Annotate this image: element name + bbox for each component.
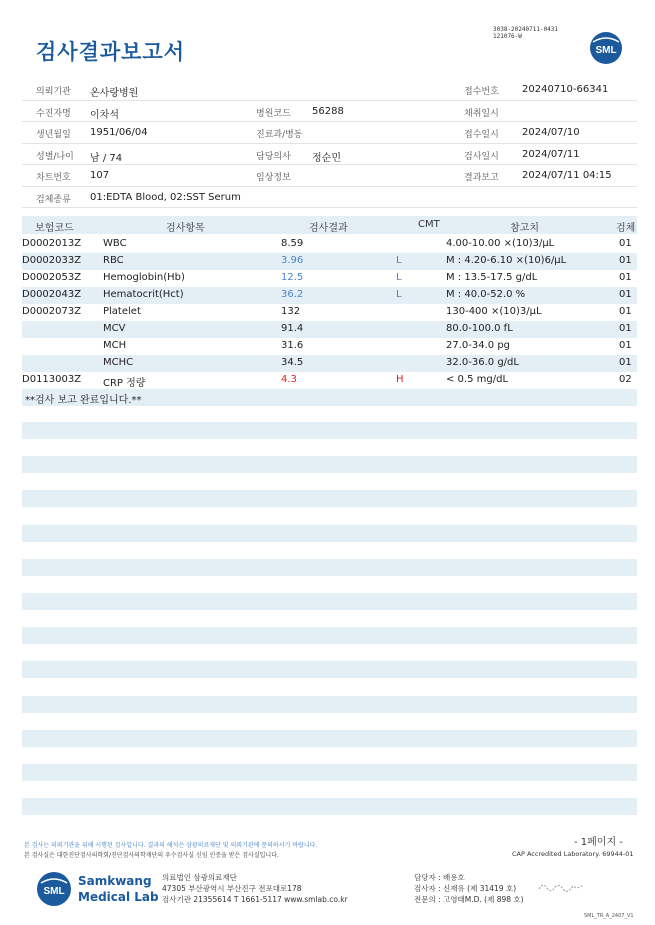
info-label: 성별/나이 bbox=[36, 151, 74, 162]
cell-reference: 27.0-34.0 pg bbox=[446, 340, 511, 351]
cell-result: 132 bbox=[281, 306, 301, 317]
table-row bbox=[22, 253, 637, 270]
form-code: SML_TR_A_2407_V1 bbox=[584, 913, 634, 919]
info-row bbox=[22, 144, 637, 166]
cell-specimen: 01 bbox=[619, 289, 632, 300]
cap-accreditation: CAP Accredited Laboratory. 69944-01 bbox=[512, 850, 634, 858]
cell-reference: M : 4.20-6.10 ×(10)6/μL bbox=[446, 255, 567, 266]
brand-subtitle: Medical Lab bbox=[78, 890, 159, 904]
info-value: 2024/07/10 bbox=[522, 127, 580, 138]
info-value: 1951/06/04 bbox=[90, 127, 148, 138]
cell-specimen: 01 bbox=[619, 272, 632, 283]
results-table-header bbox=[22, 216, 637, 234]
cell-result: 34.5 bbox=[281, 357, 304, 368]
accreditation-note: 본 검사실은 대한진단검사의학회/진단검사의학재단의 우수검사실 신임 인증을 받은 검사실입니다. bbox=[24, 852, 279, 859]
cell-item: Hematocrit(Hct) bbox=[103, 289, 184, 300]
cell-result: 8.59 bbox=[281, 238, 304, 249]
empty-row-band bbox=[22, 490, 637, 507]
cell-specimen: 01 bbox=[619, 357, 632, 368]
cell-item: RBC bbox=[103, 255, 124, 266]
info-value: 정순민 bbox=[312, 152, 341, 164]
cell-result: 3.96 bbox=[281, 255, 304, 266]
cell-reference: M : 13.5-17.5 g/dL bbox=[446, 272, 538, 283]
cell-code: D0002033Z bbox=[22, 255, 82, 266]
header-reference: 참고치 bbox=[510, 223, 539, 234]
table-row bbox=[22, 270, 637, 287]
empty-row-band bbox=[22, 661, 637, 678]
empty-row-band bbox=[22, 525, 637, 542]
sml-logo-icon bbox=[36, 871, 72, 907]
cell-specimen: 01 bbox=[619, 306, 632, 317]
cell-item: Hemoglobin(Hb) bbox=[103, 272, 185, 283]
svg-text:SML: SML bbox=[595, 45, 617, 56]
table-row bbox=[22, 338, 637, 355]
cell-item: MCV bbox=[103, 323, 126, 334]
completion-note-row bbox=[22, 389, 637, 406]
info-label: 병원코드 bbox=[256, 108, 291, 119]
lab-address: 의료법인 삼광의료재단 47305 부산광역시 부산진구 전포대로178 검사기관 21355614 T 1661-5117 www.smlab.co.kr bbox=[162, 873, 348, 904]
page-number: - 1페이지 - bbox=[574, 837, 623, 848]
table-row bbox=[22, 321, 637, 338]
info-value: 56288 bbox=[312, 105, 344, 117]
cell-item: WBC bbox=[103, 238, 127, 249]
info-row bbox=[22, 122, 637, 144]
cell-code: D0002043Z bbox=[22, 289, 82, 300]
svg-text:SML: SML bbox=[43, 886, 65, 897]
cell-flag: L bbox=[396, 272, 402, 283]
cell-reference: 4.00-10.00 ×(10)3/μL bbox=[446, 238, 555, 249]
cell-result: 91.4 bbox=[281, 323, 304, 334]
info-label: 접수번호 bbox=[464, 87, 499, 97]
cell-specimen: 02 bbox=[619, 374, 632, 385]
empty-row-band bbox=[22, 593, 637, 610]
table-row bbox=[22, 372, 637, 389]
patient-info bbox=[22, 79, 637, 208]
cell-result: 31.6 bbox=[281, 340, 304, 351]
cell-result: 36.2 bbox=[281, 289, 304, 300]
table-row bbox=[22, 304, 637, 321]
info-value: 이차석 bbox=[90, 109, 119, 121]
info-value: 01:EDTA Blood, 02:SST Serum bbox=[90, 191, 241, 203]
cell-item: Platelet bbox=[103, 306, 141, 317]
info-row bbox=[22, 79, 637, 101]
brand-name: Samkwang bbox=[78, 874, 152, 888]
table-row bbox=[22, 355, 637, 372]
signature-mark bbox=[537, 880, 587, 894]
cell-item: MCHC bbox=[103, 357, 134, 368]
cell-specimen: 01 bbox=[619, 238, 632, 249]
empty-row-band bbox=[22, 730, 637, 747]
info-value: 남 / 74 bbox=[90, 152, 123, 164]
table-row bbox=[22, 287, 637, 304]
cell-flag: L bbox=[396, 289, 402, 300]
header-code: 보험코드 bbox=[35, 223, 74, 234]
cell-reference: 130-400 ×(10)3/μL bbox=[446, 306, 542, 317]
cell-specimen: 01 bbox=[619, 340, 632, 351]
empty-row-band bbox=[22, 696, 637, 713]
page-title: 검사결과보고서 bbox=[36, 40, 186, 64]
cell-code: D0113003Z bbox=[22, 374, 82, 385]
info-row bbox=[22, 165, 637, 187]
document-id: 3038-20240711-0431 121076-W bbox=[493, 26, 559, 40]
cell-reference: 32.0-36.0 g/dL bbox=[446, 357, 519, 368]
info-label: 진료과/병동 bbox=[256, 130, 303, 140]
info-label: 검체종류 bbox=[36, 194, 71, 205]
cell-result: 12.5 bbox=[281, 272, 304, 283]
cell-reference: < 0.5 mg/dL bbox=[446, 374, 509, 385]
empty-row-band bbox=[22, 627, 637, 644]
info-label: 접수일시 bbox=[464, 130, 499, 140]
info-label: 채취일시 bbox=[464, 108, 499, 119]
cell-item: CRP 정량 bbox=[103, 378, 146, 389]
header-specimen: 검체 bbox=[616, 223, 636, 234]
info-label: 수진자명 bbox=[36, 108, 71, 119]
sml-logo-icon bbox=[589, 31, 623, 65]
info-value: 107 bbox=[90, 170, 110, 181]
cell-code: D0002073Z bbox=[22, 306, 82, 317]
completion-note: **검사 보고 완료입니다.** bbox=[25, 395, 142, 406]
info-label: 차트번호 bbox=[36, 173, 71, 183]
empty-row-band bbox=[22, 422, 637, 439]
header-item: 검사항목 bbox=[166, 223, 205, 234]
cell-specimen: 01 bbox=[619, 255, 632, 266]
empty-row-band bbox=[22, 559, 637, 576]
info-value: 2024/07/11 bbox=[522, 148, 580, 160]
empty-row-band bbox=[22, 764, 637, 781]
cell-item: MCH bbox=[103, 340, 127, 351]
cell-flag: L bbox=[396, 255, 402, 266]
info-row bbox=[22, 101, 637, 123]
header-result: 검사결과 bbox=[309, 223, 348, 234]
cell-code: D0002053Z bbox=[22, 272, 82, 283]
signatories: 담당자 : 배용호 검사자 : 신재유 (제 31419 호) 전문의 : 고영태M.D. (제 898 호) bbox=[414, 873, 524, 904]
cell-flag: H bbox=[396, 374, 404, 385]
info-value: 2024/07/11 04:15 bbox=[522, 170, 612, 181]
cell-code: D0002013Z bbox=[22, 238, 82, 249]
cell-reference: M : 40.0-52.0 % bbox=[446, 289, 526, 300]
results-table-body bbox=[22, 236, 637, 406]
empty-row-band bbox=[22, 798, 637, 815]
info-label: 임상정보 bbox=[256, 173, 291, 183]
cell-reference: 80.0-100.0 fL bbox=[446, 323, 513, 334]
info-label: 의뢰기관 bbox=[36, 87, 71, 97]
info-label: 결과보고 bbox=[464, 173, 499, 183]
footer-note: 본 검사는 의뢰기관을 위해 시행된 검사입니다. 결과의 해석은 삼광의료재단 및 의뢰기관에 문의하시기 바랍니다. bbox=[24, 842, 318, 849]
cell-specimen: 01 bbox=[619, 323, 632, 334]
info-value: 온사랑병원 bbox=[90, 88, 139, 99]
info-value: 20240710-66341 bbox=[522, 84, 609, 95]
header-cmt: CMT bbox=[418, 219, 440, 230]
info-label: 생년월일 bbox=[36, 130, 71, 140]
info-row bbox=[22, 187, 637, 209]
table-row bbox=[22, 236, 637, 253]
cell-result: 4.3 bbox=[281, 374, 297, 385]
info-label: 검사일시 bbox=[464, 151, 499, 162]
empty-row-band bbox=[22, 456, 637, 473]
info-label: 담당의사 bbox=[256, 151, 291, 162]
